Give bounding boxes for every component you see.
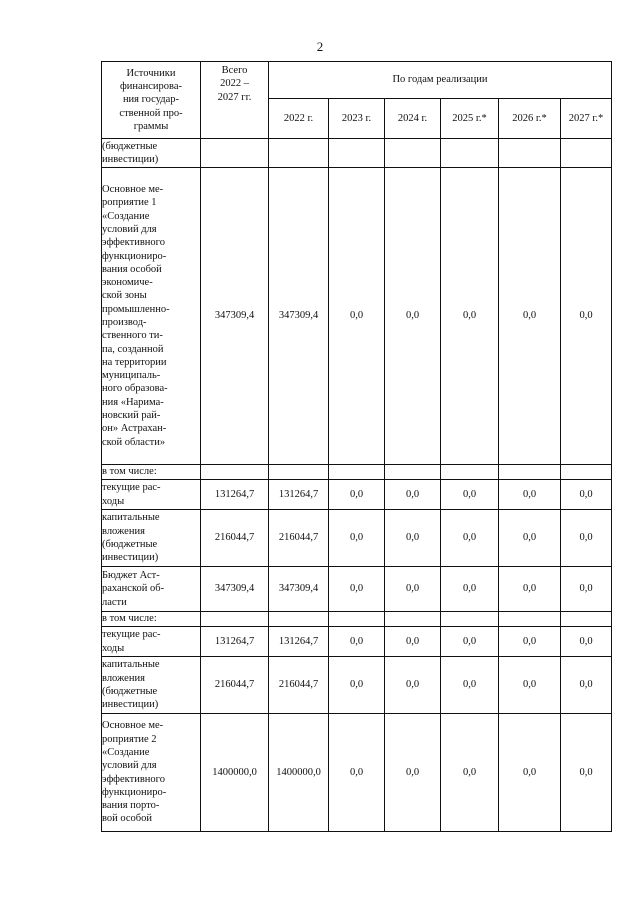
row-year-value-cell: 0,0 [329,627,385,657]
header-year-2027: 2027 г.* [561,99,612,139]
row-year-value-cell: 0,0 [385,510,441,567]
row-year-value-cell: 0,0 [385,168,441,465]
row-year-value-cell: 0,0 [499,567,561,612]
row-year-value-cell [441,612,499,627]
header-year-2025: 2025 г.* [441,99,499,139]
financing-table [101,61,612,832]
row-year-value-cell: 0,0 [385,567,441,612]
row-year-value-cell: 216044,7 [269,510,329,567]
row-year-value-cell [441,139,499,168]
row-source-cell: текущие рас- ходы [102,627,201,657]
row-year-value-cell [561,612,612,627]
row-year-value-cell: 0,0 [329,168,385,465]
row-year-value-cell [269,612,329,627]
row-year-value-cell: 0,0 [385,714,441,832]
table-row [102,168,612,465]
row-year-value-cell: 0,0 [499,627,561,657]
row-year-value-cell [441,465,499,480]
header-year-2026: 2026 г.* [499,99,561,139]
row-total-cell: 131264,7 [201,627,269,657]
row-source-cell: в том числе: [102,465,201,480]
table-row [102,657,612,714]
row-total-cell: 131264,7 [201,480,269,510]
row-year-value-cell [499,465,561,480]
row-total-cell: 347309,4 [201,168,269,465]
page-number: 2 [316,39,324,54]
row-year-value-cell: 0,0 [441,168,499,465]
row-year-value-cell: 0,0 [329,480,385,510]
row-year-value-cell [499,139,561,168]
header-year-2024: 2024 г. [385,99,441,139]
row-year-value-cell [561,465,612,480]
row-year-value-cell [269,139,329,168]
header-total: Всего 2022 – 2027 гг. [201,62,269,139]
row-year-value-cell: 0,0 [561,510,612,567]
header-year-2023: 2023 г. [329,99,385,139]
row-year-value-cell [269,465,329,480]
row-year-value-cell: 0,0 [329,567,385,612]
row-year-value-cell: 347309,4 [269,567,329,612]
row-year-value-cell [385,465,441,480]
row-total-cell [201,465,269,480]
row-total-cell: 1400000,0 [201,714,269,832]
row-year-value-cell: 0,0 [561,567,612,612]
row-source-cell: Бюджет Аст- раханской об- ласти [102,567,201,612]
header-source: Источники финансирова- ния государ- ственной про- граммы [102,62,201,139]
table-row [102,567,612,612]
row-year-value-cell [329,465,385,480]
row-source-cell: капитальные вложения (бюджетные инвестиции) [102,510,201,567]
row-year-value-cell: 131264,7 [269,480,329,510]
table-row [102,627,612,657]
row-year-value-cell [329,612,385,627]
row-year-value-cell [385,139,441,168]
row-year-value-cell: 0,0 [561,480,612,510]
row-source-cell: в том числе: [102,612,201,627]
row-source-cell: (бюджетные инвестиции) [102,139,201,168]
table-row [102,714,612,832]
table-row [102,612,612,627]
row-total-cell: 347309,4 [201,567,269,612]
row-year-value-cell [329,139,385,168]
row-year-value-cell [499,612,561,627]
header-by-years: По годам реализации [269,62,612,99]
row-total-cell [201,139,269,168]
row-year-value-cell [385,612,441,627]
row-year-value-cell: 0,0 [385,657,441,714]
row-year-value-cell: 0,0 [385,480,441,510]
row-year-value-cell: 216044,7 [269,657,329,714]
row-year-value-cell: 0,0 [441,510,499,567]
header-year-2022: 2022 г. [269,99,329,139]
row-source-cell: капитальные вложения (бюджетные инвестиции) [102,657,201,714]
table-row [102,465,612,480]
row-year-value-cell: 0,0 [329,657,385,714]
row-year-value-cell: 0,0 [499,510,561,567]
row-year-value-cell: 0,0 [441,627,499,657]
row-year-value-cell: 0,0 [499,657,561,714]
row-source-cell: Основное ме- роприятие 2 «Создание условий для эффективного функциониро- вания порто- вой особой [102,714,201,832]
row-year-value-cell: 0,0 [499,168,561,465]
row-year-value-cell: 0,0 [441,657,499,714]
row-year-value-cell: 0,0 [561,627,612,657]
table-row [102,510,612,567]
row-year-value-cell: 0,0 [441,480,499,510]
row-total-cell: 216044,7 [201,510,269,567]
row-year-value-cell: 0,0 [385,627,441,657]
row-year-value-cell: 1400000,0 [269,714,329,832]
table-header-row [102,62,612,99]
row-total-cell: 216044,7 [201,657,269,714]
row-year-value-cell: 0,0 [561,168,612,465]
row-year-value-cell: 0,0 [329,714,385,832]
table-row [102,480,612,510]
row-year-value-cell: 0,0 [499,480,561,510]
row-source-cell: текущие рас- ходы [102,480,201,510]
row-year-value-cell: 0,0 [561,714,612,832]
row-year-value-cell: 0,0 [499,714,561,832]
row-year-value-cell: 0,0 [329,510,385,567]
row-year-value-cell: 0,0 [441,714,499,832]
row-total-cell [201,612,269,627]
row-source-cell: Основное ме- роприятие 1 «Создание условий для эффективного функциониро- вания особой экономиче- ской зоны промышленно- производ- ственного ти- па, созданной на территории муниципаль- ного образова- ния «Нарима- новский рай- он» Астрахан- ской области» [102,168,201,465]
row-year-value-cell [561,139,612,168]
row-year-value-cell: 0,0 [441,567,499,612]
row-year-value-cell: 131264,7 [269,627,329,657]
row-year-value-cell: 0,0 [561,657,612,714]
row-year-value-cell: 347309,4 [269,168,329,465]
table-row [102,139,612,168]
